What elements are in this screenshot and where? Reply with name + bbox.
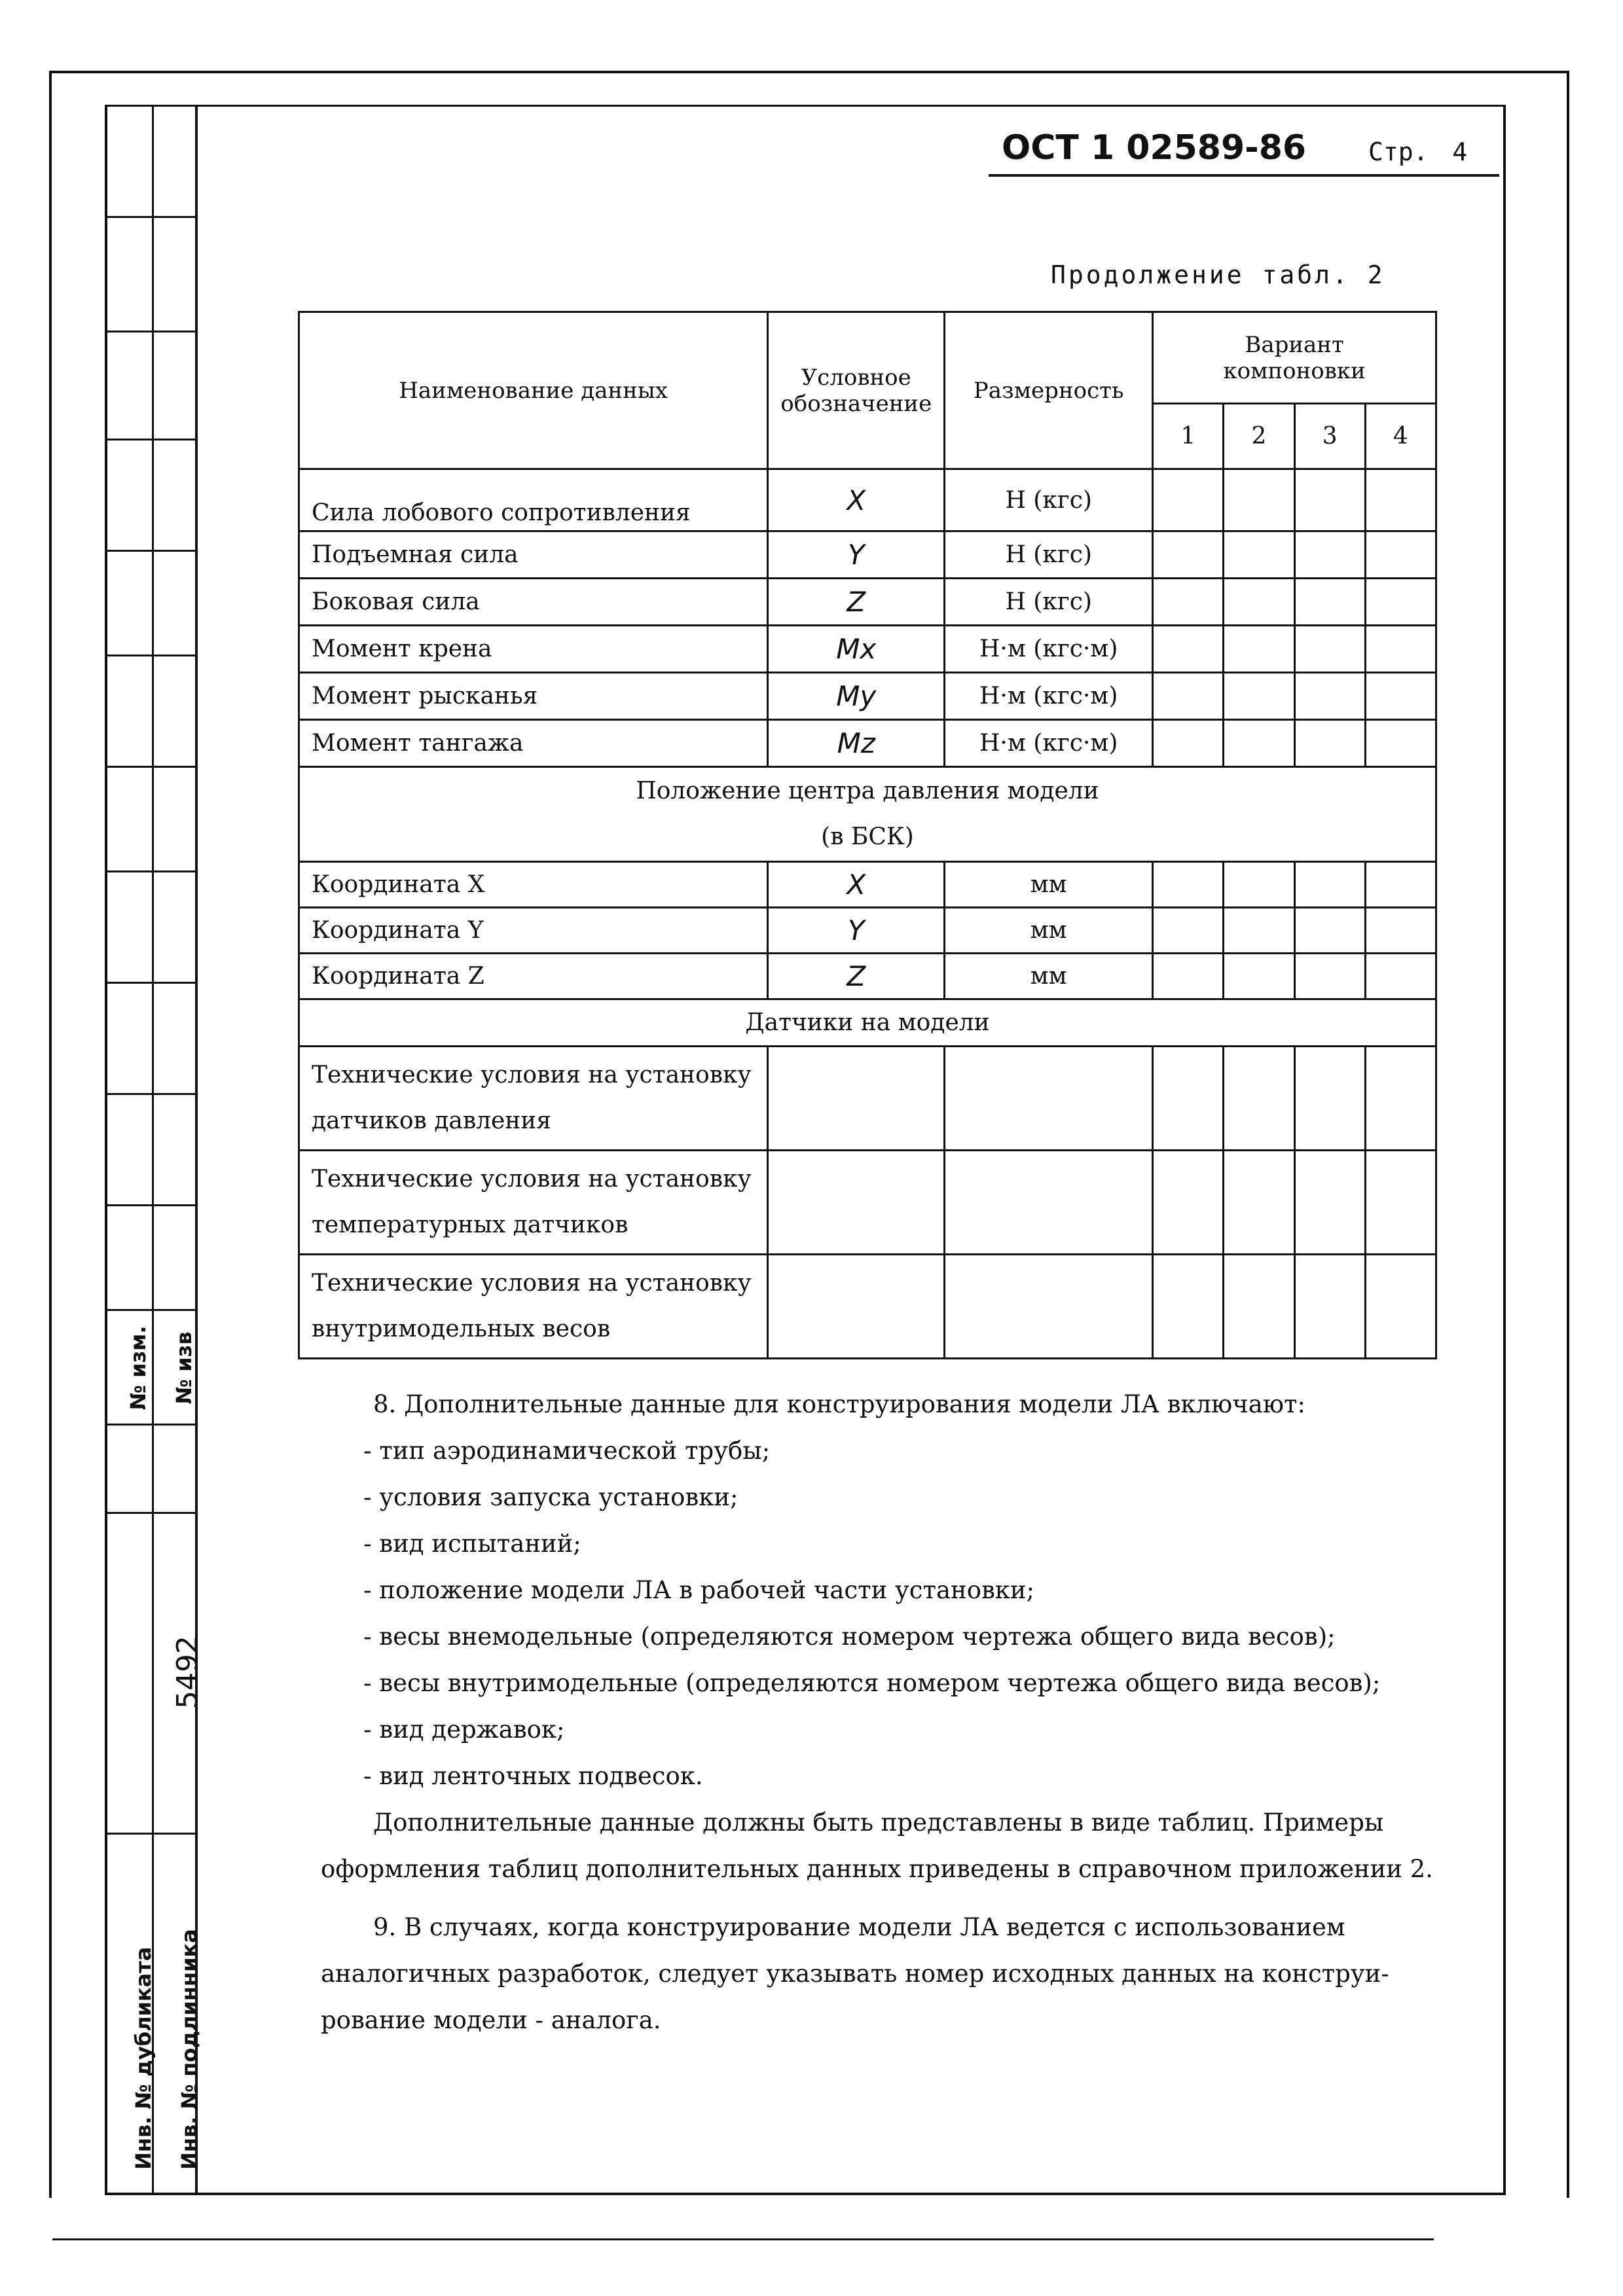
frame-right	[1567, 71, 1569, 2198]
change-no-label: № изм.	[126, 1325, 151, 1410]
cell-empty	[1153, 579, 1224, 626]
cell-empty	[1224, 908, 1294, 954]
frame-top	[49, 71, 1568, 73]
body-line: 9. В случаях, когда конструирование модели ЛА ведется с использованием	[373, 1913, 1345, 1941]
cell-empty	[1294, 469, 1365, 531]
table-row	[299, 908, 1436, 954]
cell-empty	[1153, 954, 1224, 999]
stamp-line	[105, 331, 196, 332]
sensor-line2: внутримодельных весов	[312, 1316, 611, 1342]
table-row	[299, 720, 1436, 767]
page-label	[1368, 137, 1467, 166]
sensor-name	[299, 1047, 768, 1151]
coord-symbol: Z	[768, 954, 945, 999]
table-row	[299, 531, 1436, 579]
stamp-line	[105, 216, 196, 218]
col-header-symbol-2: обозначение	[780, 390, 932, 417]
cell-empty	[1224, 862, 1294, 908]
stamp-line	[105, 982, 196, 984]
inv-number-value: 5492	[171, 1636, 204, 1709]
stamp-line	[105, 1833, 196, 1835]
body-line: оформления таблиц дополнительных данных приведены в справочном приложении 2.	[321, 1855, 1433, 1883]
cell-empty	[1294, 1255, 1365, 1359]
stamp-line	[105, 1093, 196, 1095]
cell-empty	[945, 1151, 1153, 1255]
cell-empty	[945, 1047, 1153, 1151]
row-symbol: Mz	[768, 720, 945, 767]
coord-name: Координата X	[299, 862, 768, 908]
table-row	[299, 579, 1436, 626]
cell-empty	[1224, 720, 1294, 767]
cell-empty	[1224, 531, 1294, 579]
table-caption: Продолжение табл. 2	[1051, 260, 1385, 289]
section-row-sensors	[299, 999, 1436, 1047]
coord-symbol: X	[768, 862, 945, 908]
row-unit: Н·м (кгс·м)	[945, 720, 1153, 767]
orig-inv-label: Инв. № подлинника	[177, 1929, 202, 2170]
section-pressure-line2: (в БСК)	[821, 823, 914, 850]
body-line: - условия запуска установки;	[363, 1483, 739, 1511]
variant-3: 3	[1294, 404, 1365, 469]
body-line: - положение модели ЛА в рабочей части установки;	[363, 1576, 1035, 1604]
row-symbol: My	[768, 673, 945, 720]
cell-empty	[1294, 1047, 1365, 1151]
inner-right	[1503, 105, 1506, 2193]
stamp-line	[105, 550, 196, 552]
cell-empty	[1365, 1151, 1436, 1255]
cell-empty	[1224, 469, 1294, 531]
stamp-line	[105, 870, 196, 872]
cell-empty	[1365, 579, 1436, 626]
dup-inv-label: Инв. № дубликата	[131, 1946, 156, 2170]
cell-empty	[1365, 720, 1436, 767]
doc-code: ОСТ 1 02589-86	[1002, 128, 1307, 168]
cell-empty	[1153, 1047, 1224, 1151]
page-number: 4	[1452, 137, 1468, 166]
body-line: - весы внутримодельные (определяются номером чертежа общего вида весов);	[363, 1669, 1381, 1697]
row-name: Момент рысканья	[299, 673, 768, 720]
sensor-line2: температурных датчиков	[312, 1211, 629, 1238]
row-name: Сила лобового сопротивления	[299, 469, 768, 531]
stamp-line	[105, 439, 196, 440]
body-line: - вид испытаний;	[363, 1530, 581, 1558]
inner-body-left	[195, 105, 198, 2193]
cell-empty	[768, 1255, 945, 1359]
cell-empty	[1153, 469, 1224, 531]
page-bottom-rule	[52, 2238, 1434, 2240]
section-pressure-line1: Положение центра давления модели	[636, 778, 1099, 804]
table-row	[299, 1047, 1436, 1151]
row-unit: Н·м (кгс·м)	[945, 673, 1153, 720]
table-row	[299, 1151, 1436, 1255]
section-pressure	[299, 767, 1436, 862]
inner-top	[105, 105, 1506, 107]
cell-empty	[1294, 720, 1365, 767]
body-line: рование модели - аналога.	[321, 2006, 661, 2034]
table-row	[299, 626, 1436, 673]
cell-empty	[768, 1047, 945, 1151]
cell-empty	[1365, 908, 1436, 954]
cell-empty	[1224, 1047, 1294, 1151]
stamp-line	[105, 655, 196, 656]
sensor-name	[299, 1255, 768, 1359]
coord-unit: мм	[945, 908, 1153, 954]
cell-empty	[1153, 673, 1224, 720]
row-unit: Н·м (кгс·м)	[945, 626, 1153, 673]
coord-name: Координата Y	[299, 908, 768, 954]
cell-empty	[1365, 1047, 1436, 1151]
row-symbol: Z	[768, 579, 945, 626]
table-row	[299, 1255, 1436, 1359]
cell-empty	[1365, 862, 1436, 908]
coord-symbol: Y	[768, 908, 945, 954]
row-name: Момент тангажа	[299, 720, 768, 767]
inner-bottom	[105, 2193, 1506, 2195]
body-line: аналогичных разработок, следует указывать номер исходных данных на конструи-	[321, 1960, 1389, 1988]
col-header-name: Наименование данных	[299, 312, 768, 469]
table-row	[299, 862, 1436, 908]
cell-empty	[1294, 908, 1365, 954]
cell-empty	[1224, 954, 1294, 999]
body-text	[321, 1381, 1434, 2043]
inner-left	[105, 105, 107, 2193]
section-sensors: Датчики на модели	[299, 999, 1436, 1047]
frame-left	[49, 71, 52, 2198]
row-name: Боковая сила	[299, 579, 768, 626]
cell-empty	[1365, 469, 1436, 531]
cell-empty	[768, 1151, 945, 1255]
header-underline	[989, 174, 1499, 177]
cell-empty	[1294, 531, 1365, 579]
cell-empty	[1224, 626, 1294, 673]
section-row-pressure	[299, 767, 1436, 862]
cell-empty	[1153, 908, 1224, 954]
sensor-line1: Технические условия на установку	[312, 1166, 752, 1193]
coord-unit: мм	[945, 862, 1153, 908]
cell-empty	[945, 1255, 1153, 1359]
coord-name: Координата Z	[299, 954, 768, 999]
row-unit: Н (кгс)	[945, 531, 1153, 579]
cell-empty	[1294, 673, 1365, 720]
cell-empty	[1224, 673, 1294, 720]
cell-empty	[1153, 862, 1224, 908]
cell-empty	[1153, 531, 1224, 579]
row-unit: Н (кгс)	[945, 469, 1153, 531]
sensor-line1: Технические условия на установку	[312, 1062, 752, 1088]
inner-divider	[152, 105, 154, 2193]
sensor-line1: Технические условия на установку	[312, 1270, 752, 1297]
variant-1: 1	[1153, 404, 1224, 469]
cell-empty	[1224, 579, 1294, 626]
table-row	[299, 469, 1436, 531]
cell-empty	[1294, 862, 1365, 908]
stamp-line	[105, 1204, 196, 1206]
stamp-line	[105, 766, 196, 768]
stamp-line	[105, 1512, 196, 1514]
cell-empty	[1365, 673, 1436, 720]
cell-empty	[1365, 531, 1436, 579]
col-header-symbol-1: Условное	[801, 364, 911, 391]
row-name: Момент крена	[299, 626, 768, 673]
col-header-variant-1: Вариант	[1245, 331, 1344, 358]
row-name: Подъемная сила	[299, 531, 768, 579]
row-symbol: Y	[768, 531, 945, 579]
cell-empty	[1153, 626, 1224, 673]
cell-empty	[1294, 954, 1365, 999]
table-row	[299, 673, 1436, 720]
cell-empty	[1365, 1255, 1436, 1359]
cell-empty	[1224, 1151, 1294, 1255]
col-header-unit: Размерность	[945, 312, 1153, 469]
cell-empty	[1365, 954, 1436, 999]
notice-no-label: № изв	[172, 1331, 196, 1405]
row-symbol: Mx	[768, 626, 945, 673]
row-unit: Н (кгс)	[945, 579, 1153, 626]
body-line: - весы внемодельные (определяются номером чертежа общего вида весов);	[363, 1623, 1336, 1651]
coord-unit: мм	[945, 954, 1153, 999]
variant-2: 2	[1224, 404, 1294, 469]
col-header-variant	[1153, 312, 1436, 404]
table-row	[299, 954, 1436, 999]
data-table	[298, 311, 1437, 1359]
body-line: - тип аэродинамической трубы;	[363, 1437, 771, 1465]
row-symbol: X	[768, 469, 945, 531]
body-line: - вид державок;	[363, 1715, 565, 1744]
cell-empty	[1294, 1151, 1365, 1255]
cell-empty	[1153, 1255, 1224, 1359]
cell-empty	[1153, 1151, 1224, 1255]
body-line: 8. Дополнительные данные для конструирования модели ЛА включают:	[373, 1390, 1305, 1418]
cell-empty	[1294, 626, 1365, 673]
sensor-name	[299, 1151, 768, 1255]
sensor-line2: датчиков давления	[312, 1107, 551, 1134]
variant-4: 4	[1365, 404, 1436, 469]
body-line: - вид ленточных подвесок.	[363, 1762, 703, 1790]
col-header-symbol	[768, 312, 945, 469]
col-header-variant-2: компоновки	[1223, 357, 1366, 384]
cell-empty	[1294, 579, 1365, 626]
body-line: Дополнительные данные должны быть представлены в виде таблиц. Примеры	[373, 1808, 1384, 1837]
cell-empty	[1153, 720, 1224, 767]
header-row	[299, 312, 1436, 404]
page-label-text: Стр.	[1368, 137, 1429, 166]
cell-empty	[1365, 626, 1436, 673]
cell-empty	[1224, 1255, 1294, 1359]
